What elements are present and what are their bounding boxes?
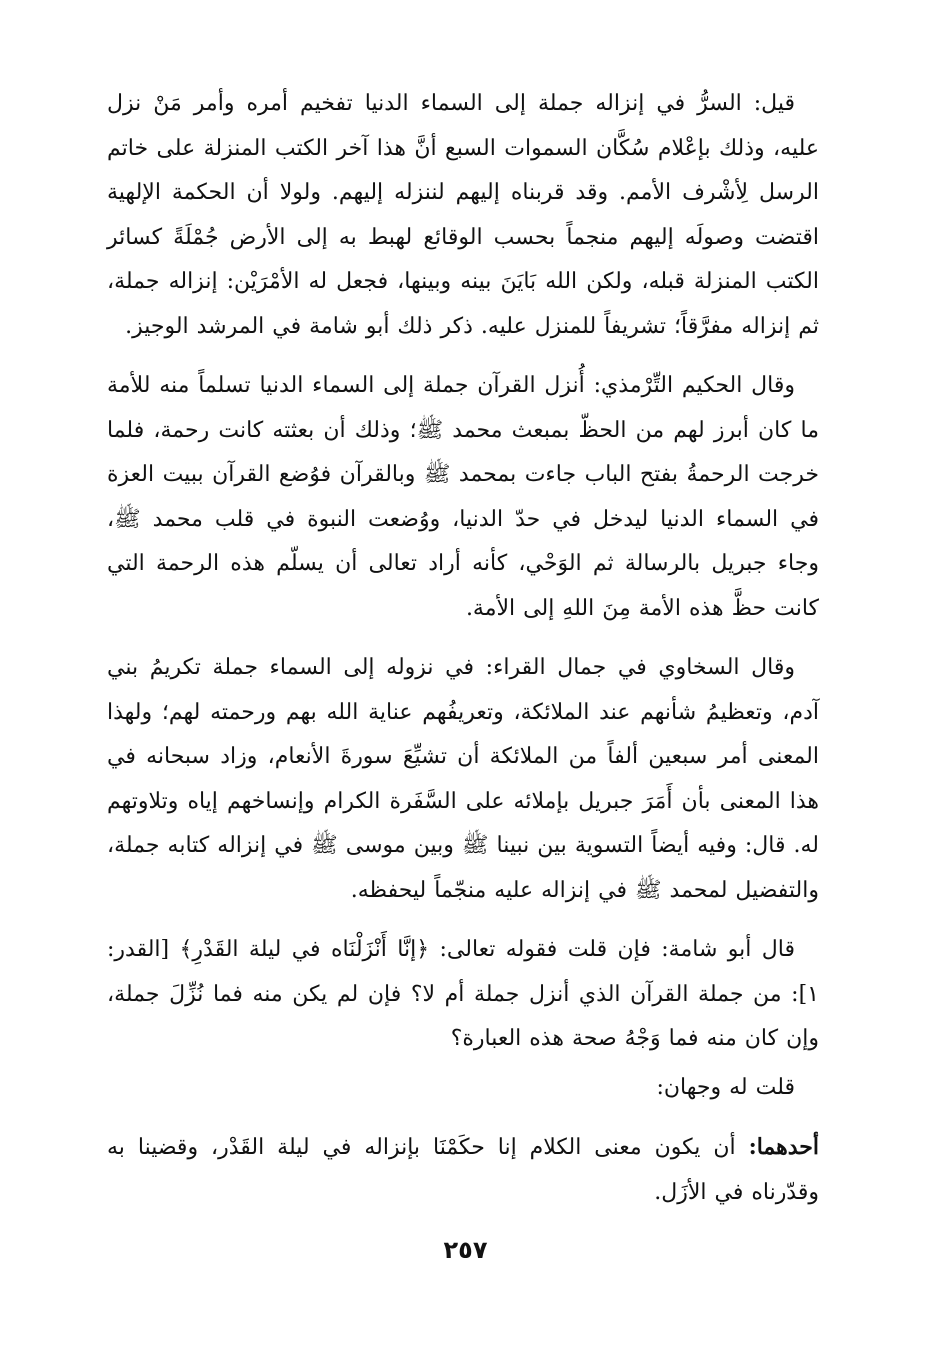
paragraph-6-text: أن يكون معنى الكلام إنا حكَمْنَا بإنزاله في ليلة القَدْر، وقضينا به وقدّرناه في الأزَل. bbox=[107, 1135, 819, 1205]
paragraph-6-lead: أحدهما: bbox=[748, 1134, 819, 1160]
paragraph-4: قال أبو شامة: فإن قلت فقوله تعالى: ﴿إنَّا أَنْزَلْنَاه في ليلة القَدْرِ﴾ [القدر: ١]: من جملة القرآن الذي أنزل جملة أم لا؟ فإن لم يكن منه فما نُزِّلَ جملة، وإن كان منه فما وَجْهُ صحة هذه العبارة؟ bbox=[107, 937, 819, 1051]
paragraph-3: وقال السخاوي في جمال القراء: في نزوله إلى السماء جملة تكريمُ بني آدم، وتعظيمُ شأنهم عند الملائكة، وتعريفُهم عناية الله بهم ورحمته لهم؛ ولهذا المعنى أمر سبعين ألفاً من الملائكة أن تشيِّعَ سورةَ الأنعام، وزاد سبحانه في هذا المعنى بأن أَمَرَ جبريل بإملائه على السَّفَرة الكرام وإنساخهم إياه وتلاوتهم له. قال: وفيه أيضاً التسوية بين نبينا ﷺ وبين موسى ﷺ في إنزاله كتابه جملة، والتفضيل لمحمد ﷺ في إنزاله عليه منجّماً ليحفظه. bbox=[107, 655, 819, 903]
paragraph-5: قلت له وجهان: bbox=[656, 1074, 795, 1100]
paragraph-6 bbox=[107, 1125, 819, 1215]
paragraph-2: وقال الحكيم التِّرْمذي: أُنزل القرآن جملة إلى السماء الدنيا تسلماً منه للأمة ما كان أبرز لهم من الحظّ بمبعث محمد ﷺ؛ وذلك أن بعثته كانت رحمة، فلما خرجت الرحمةُ بفتح الباب جاءت بمحمد ﷺ وبالقرآن فوُضع القرآن ببيت العزة في السماء الدنيا ليدخل في حدّ الدنيا، ووُضعت النبوة في قلب محمد ﷺ، وجاء جبريل بالرسالة ثم الوَحْي، كأنه أراد تعالى أن يسلّم هذه الرحمة التي كانت حظَّ هذه الأمة مِنَ اللهِ إلى الأمة. bbox=[107, 373, 819, 621]
page-body bbox=[107, 82, 819, 1215]
paragraph-1: قيل: السرُّ في إنزاله جملة إلى السماء الدنيا تفخيم أمره وأمر مَنْ نزل عليه، وذلك بإعْلام سُكَّان السموات السبع أنَّ هذا آخر الكتب المنزلة على خاتم الرسل لِأشْرف الأمم. وقد قربناه إليهم لننزله إليهم. ولولا أن الحكمة الإلهية اقتضت وصولَه إليهم منجماً بحسب الوقائع لهبط به إلى الأرض جُمْلَةً كسائر الكتب المنزلة قبله، ولكن الله بَايَنَ بينه وبينها، فجعل له الأمْرَيْن: إنزاله جملة، ثم إنزاله مفرَّقاً؛ تشريفاً للمنزل عليه. ذكر ذلك أبو شامة في المرشد الوجيز. bbox=[107, 91, 819, 339]
page-number: ٢٥٧ bbox=[443, 1236, 488, 1264]
